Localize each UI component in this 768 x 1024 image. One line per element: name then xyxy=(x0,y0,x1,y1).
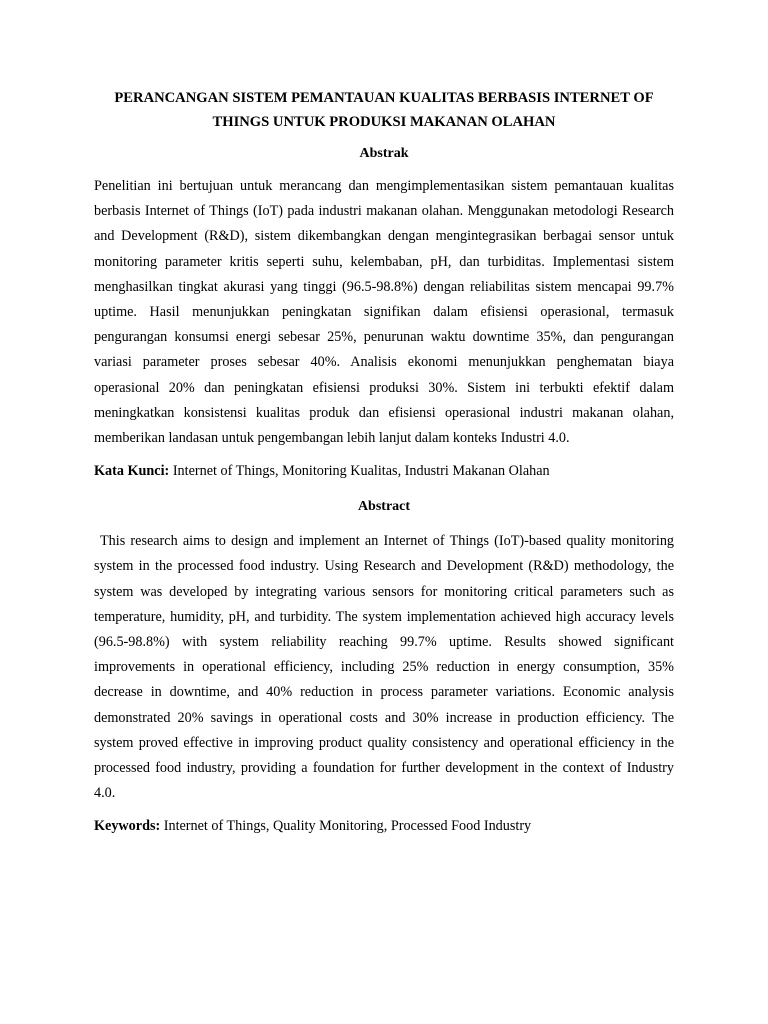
paper-title: PERANCANGAN SISTEM PEMANTAUAN KUALITAS BERBASIS INTERNET OF THINGS UNTUK PRODUKSI MAKANAN OLAHAN xyxy=(114,90,654,130)
abstract-keywords-text: Internet of Things, Quality Monitoring, Processed Food Industry xyxy=(163,818,532,835)
abstract-body: This research aims to design and implement an Internet of Things (IoT)-based quality monitoring system in the processed food industry. Using Research and Development (R&D) methodology, the system was developed by integrating various sensors for monitoring critical parameters such as temperature, humidity, pH, and turbidity. The system implementation achieved high accuracy levels (96.5-98.8%) with system reliability reaching 99.7% uptime. Results showed significant improvements in operational efficiency, including 25% reduction in energy consumption, 35% decrease in downtime, and 40% reduction in process parameter variations. Economic analysis demonstrated 20% savings in operational costs and 30% increase in production efficiency. The system proved effective in improving product quality consistency and operational efficiency in the processed food industry, providing a foundation for further development in the context of Industry 4.0. xyxy=(94,533,674,802)
abstrak-keywords xyxy=(94,461,674,481)
abstrak-body: Penelitian ini bertujuan untuk merancang dan mengimplementasikan sistem pemantauan kualitas berbasis Internet of Things (IoT) pada industri makanan olahan. Menggunakan metodologi Research and Development (R&D), sistem dikembangkan dengan mengintegrasikan berbagai sensor untuk monitoring parameter kritis seperti suhu, kelembaban, pH, dan turbiditas. Implementasi sistem menghasilkan tingkat akurasi yang tinggi (96.5-98.8%) dengan reliabilitas sistem mencapai 99.7% uptime. Hasil menunjukkan peningkatan signifikan dalam efisiensi operasional, termasuk pengurangan konsumsi energi sebesar 25%, penurunan waktu downtime 35%, dan pengurangan variasi parameter proses sebesar 40%. Analisis ekonomi menunjukkan penghematan biaya operasional 20% dan peningkatan efisiensi produksi 30%. Sistem ini terbukti efektif dalam meningkatkan konsistensi kualitas produk dan efisiensi operasional industri makanan olahan, memberikan landasan untuk pengembangan lebih lanjut dalam konteks Industri 4.0. xyxy=(94,178,674,447)
abstract-heading: Abstract xyxy=(357,499,411,515)
abstract-keywords xyxy=(94,816,674,836)
document-page xyxy=(94,86,674,836)
abstract-keywords-label: Keywords: xyxy=(94,818,161,835)
abstrak-heading: Abstrak xyxy=(359,146,409,161)
abstrak-keywords-text: Internet of Things, Monitoring Kualitas, Industri Makanan Olahan xyxy=(172,463,550,480)
abstrak-keywords-label: Kata Kunci: xyxy=(94,463,170,480)
